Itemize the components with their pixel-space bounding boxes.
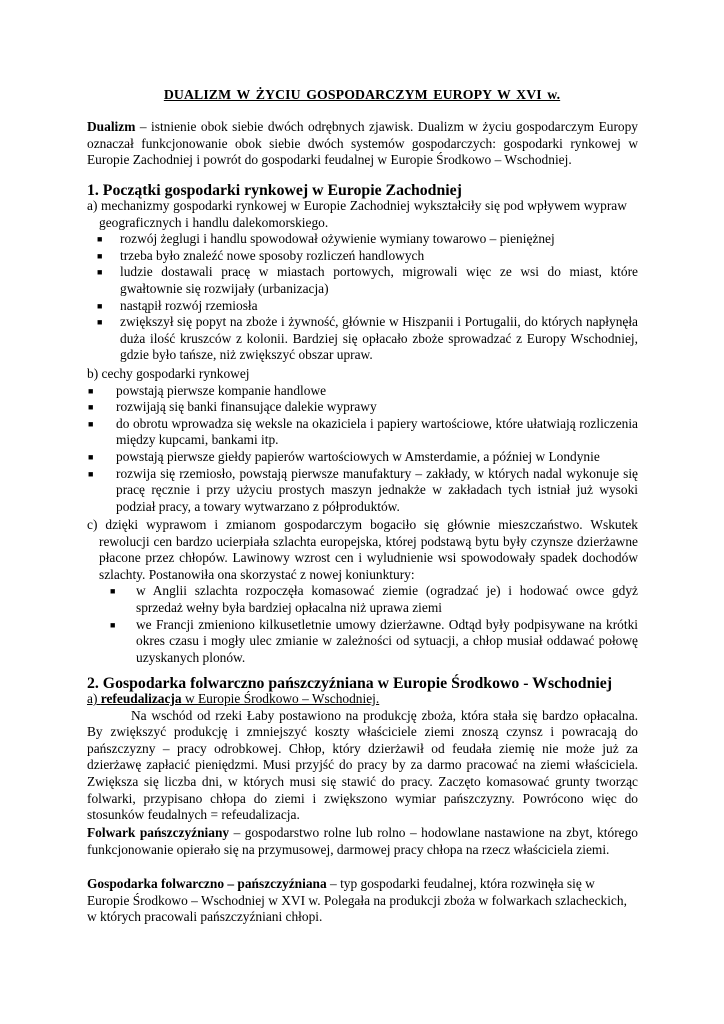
- list-item: ■ powstają pierwsze kompanie handlowe: [88, 382, 327, 398]
- bullet-icon: ■: [88, 468, 94, 479]
- intro-text: – istnienie obok siebie dwóch odrębnych zjawisk. Dualizm w życiu gospodarczym Europy oznaczał funkcjonowanie obok siebie dwóch systemów gospodarczych: gospodarki rynkowej w Europie Zachodniej i powrót do gospodarki feudalnej w Europie Środkowo – Wschodniej.: [87, 119, 638, 168]
- list-item: ■ rozwijają się banki finansujące dalekie wyprawy: [88, 399, 377, 415]
- section2-a-line: a) refeudalizacja w Europie Środkowo – Wschodniej.: [87, 691, 380, 706]
- bullet-icon: ■: [88, 418, 94, 429]
- bullet-icon: ■: [88, 402, 94, 413]
- bullet-icon: ■: [88, 385, 94, 396]
- section1-c-list: [87, 583, 638, 666]
- section1-heading: 1. Początki gospodarki rynkowej w Europie Zachodniej: [87, 182, 462, 199]
- section1-c-text: c) dzięki wyprawom i zmianom gospodarczym bogaciło się głównie mieszczaństwo. Wskutek rewolucji cen bardzo ucierpiała szlachta europejska, której podstawą bytu były czynsze dzierżawne płacone przez chłopów. Lawinowy wzrost cen i wyludnienie wsi spowodowały spadek dochodów szlachty. Postanowiła ona skorzystać z nowej koniunktury:: [87, 517, 638, 582]
- bullet-icon: ■: [88, 451, 94, 462]
- list-item: ■ we Francji zmieniono kilkusetletnie umowy dzierżawne. Odtąd były podpisywane na krótki okres czasu i mogły ulec zmianie w zależności od sytuacji, a chłop musiał oddawać połowę uzyskanych plonów.: [110, 616, 638, 665]
- bullet-icon: ■: [97, 317, 103, 328]
- bullet-icon: ■: [110, 619, 116, 630]
- definition-folwark: Folwark pańszczyźniany – gospodarstwo rolne lub rolno – hodowlane nastawione na zbyt, którego funkcjonowanie opierało się na przymusowej, darmowej pracy chłopa na rzecz właściciela ziemi.: [87, 825, 638, 857]
- bullet-icon: ■: [97, 250, 103, 261]
- section2-heading: 2. Gospodarka folwarczno pańszczyźniana w Europie Środkowo - Wschodniej: [87, 675, 613, 692]
- section1-a-list: [87, 231, 638, 364]
- section1-b-text: b) cechy gospodarki rynkowej: [87, 366, 250, 381]
- section1-a-text: a) mechanizmy gospodarki rynkowej w Europie Zachodniej wykształciły się pod wpływem wypraw geograficznych i handlu dalekomorskiego.: [87, 198, 627, 230]
- section2-a-term: refeudalizacja: [100, 691, 182, 706]
- section2-part-a: [87, 691, 638, 824]
- list-item: ■ rozwój żeglugi i handlu spowodował ożywienie wymiany towarowo – pieniężnej: [97, 231, 555, 247]
- bullet-icon: ■: [110, 586, 116, 597]
- list-item: ■ do obrotu wprowadza się weksle na okaziciela i papiery wartościowe, które ułatwiają rozliczenia między kupcami, bankami itp.: [88, 415, 638, 448]
- definition-gospodarka: Gospodarka folwarczno – pańszczyźniana – typ gospodarki feudalnej, która rozwinęła się w Europie Środkowo – Wschodniej w XVI w. Polegała na produkcji zboża w folwarkach szlacheckich, w których pracowali pańszczyźniani chłopi.: [87, 876, 627, 925]
- intro-paragraph: [87, 119, 638, 169]
- list-item: ■ zwiększył się popyt na zboże i żywność, głównie w Hiszpanii i Portugalii, do których napłynęła duża ilość kruszców z kolonii. Bardziej się opłacało zboże sprowadzać z Europy Wschodniej, gdzie było tańsze, niż zwiększyć obszar upraw.: [97, 314, 638, 363]
- section1-part-b: [87, 366, 638, 515]
- intro-term: Dualizm: [87, 119, 136, 134]
- section2-paragraph: Na wschód od rzeki Łaby postawiono na produkcję zboża, która stała się bardzo opłacalna. By zwiększyć produkcję i zmniejszyć koszty właściciele ziemi znoszą czynsz i powracają do pańszczyzny – pracy odrobkowej. Chłop, który dzierżawił od feudała ziemię nie może już za dzierżawę zapłacić pieniędzmi. Musi przyjść do pracy by za darmo pracować na ziemi właściciela. Zwiększa się liczba dni, w których musi się stawić do pracy. Zaczęto komasować grunty tworząc folwarki, przypisano chłopa do ziemi i zwiększono wymiar pańszczyzny. Powrócono więc do stosunków feudalnych = refeudalizacja.: [87, 707, 638, 823]
- list-item: ■ rozwija się rzemiosło, powstają pierwsze manufaktury – zakłady, w których nadal wykonuje się pracę ręcznie i przy użyciu prostych maszyn jednakże w zakładach tych istniał już wysoki podział pracy, a towary wytwarzano z półproduktów.: [88, 465, 638, 514]
- section1-b-list: [87, 383, 638, 516]
- section1-part-c: [87, 517, 638, 666]
- list-item: ■ powstają pierwsze giełdy papierów wartościowych w Amsterdamie, a później w Londynie: [88, 448, 600, 464]
- section1-part-a: [87, 198, 638, 364]
- bullet-icon: ■: [97, 234, 103, 245]
- page-title: DUALIZM W ŻYCIU GOSPODARCZYM EUROPY W XVI w.: [163, 87, 561, 102]
- definition-folwark-term: Folwark pańszczyźniany: [87, 825, 230, 840]
- list-item: ■ w Anglii szlachta rozpoczęła komasować ziemie (ogradzać je) i hodować owce gdyż sprzedaż wełny była bardziej opłacalna niż uprawa ziemi: [110, 583, 638, 615]
- list-item: ■ ludzie dostawali pracę w miastach portowych, migrowali więc ze wsi do miast, które gwałtownie się rozwijały (urbanizacja): [97, 264, 638, 296]
- bullet-icon: ■: [97, 267, 103, 278]
- list-item: ■ trzeba było znaleźć nowe sposoby rozliczeń handlowych: [97, 247, 425, 263]
- bullet-icon: ■: [97, 300, 103, 311]
- list-item: ■ nastąpił rozwój rzemiosła: [97, 297, 258, 313]
- definition-gospodarka-term: Gospodarka folwarczno – pańszczyźniana: [87, 876, 327, 891]
